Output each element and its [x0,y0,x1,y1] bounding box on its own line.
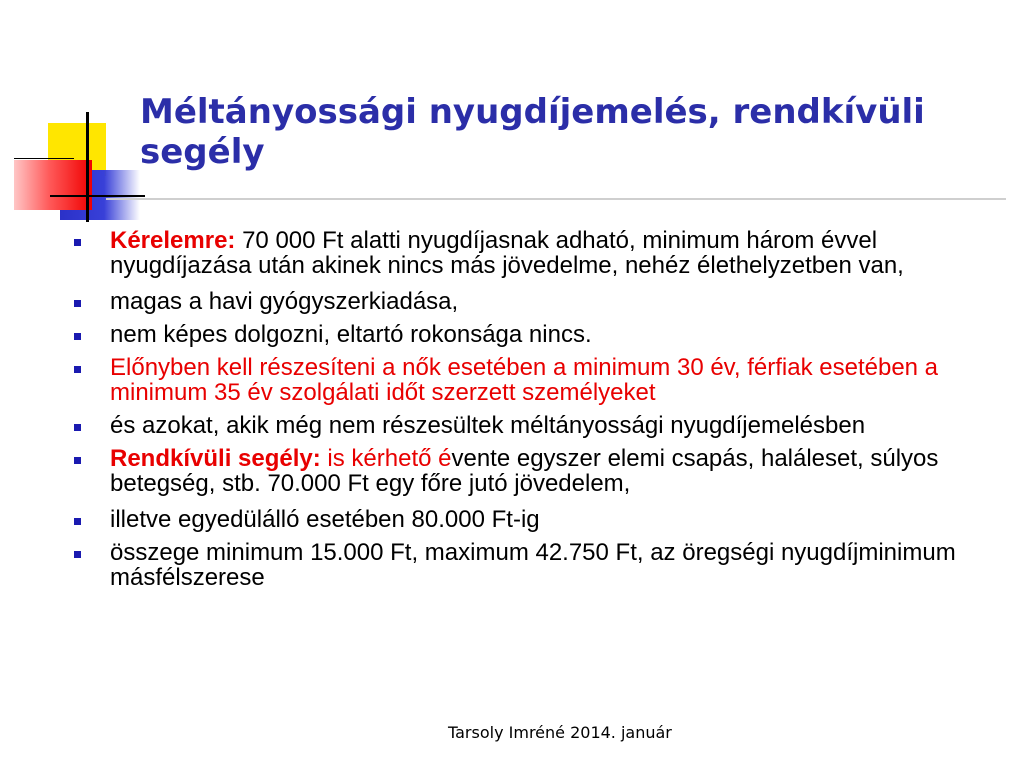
title-divider [106,198,1006,200]
bullet-text-red: Előnyben kell részesíteni a nők esetében a minimum 30 év, férfiak esetében a minimum 35 év szolgálati időt szerzett személyeket [110,354,939,406]
vertical-line-decoration [86,112,89,222]
square-bullet-icon [74,333,81,340]
square-bullet-icon [74,300,81,307]
bullet-label: Rendkívüli segély: [110,445,321,472]
bullet-text: összege minimum 15.000 Ft, maximum 42.750 Ft, az öregségi nyugdíjminimum másfélszerese [110,539,956,591]
bullet-list [70,228,1005,598]
bullet-text: magas a havi gyógyszerkiadása, [110,288,459,315]
square-bullet-icon [74,239,81,246]
list-item [70,228,1005,278]
red-square-decoration [14,160,92,210]
square-bullet-icon [74,424,81,431]
slide-title: Méltányossági nyugdíjemelés, rendkívüli segély [140,92,925,172]
horizontal-line-decoration [50,195,145,197]
footer-author-date: Tarsoly Imréné 2014. január [448,723,672,742]
bullet-text-red: is kérhető é [320,445,452,472]
list-item [70,413,1005,438]
list-item [70,507,1005,532]
bullet-text: vente egyszer elemi csapás, haláleset, súlyos betegség, stb. 70.000 Ft egy főre jutó jövedelem, [110,445,939,497]
list-item [70,540,1005,590]
square-bullet-icon [74,457,81,464]
list-item [70,322,1005,347]
bullet-text: és azokat, akik még nem részesültek méltányossági nyugdíjemelésben [110,412,866,439]
bullet-text: nem képes dolgozni, eltartó rokonsága nincs. [110,321,592,348]
list-item [70,355,1005,405]
bullet-text: illetve egyedülálló esetében 80.000 Ft-ig [110,506,540,533]
thin-line-decoration [14,158,74,159]
square-bullet-icon [74,366,81,373]
square-bullet-icon [74,551,81,558]
bullet-text: 70 000 Ft alatti nyugdíjasnak adható, minimum három évvel nyugdíjazása után akinek nincs más jövedelme, nehéz élethelyzetben van, [110,227,904,279]
list-item [70,289,1005,314]
list-item [70,446,1005,496]
square-bullet-icon [74,518,81,525]
bullet-label: Kérelemre: [110,227,236,254]
